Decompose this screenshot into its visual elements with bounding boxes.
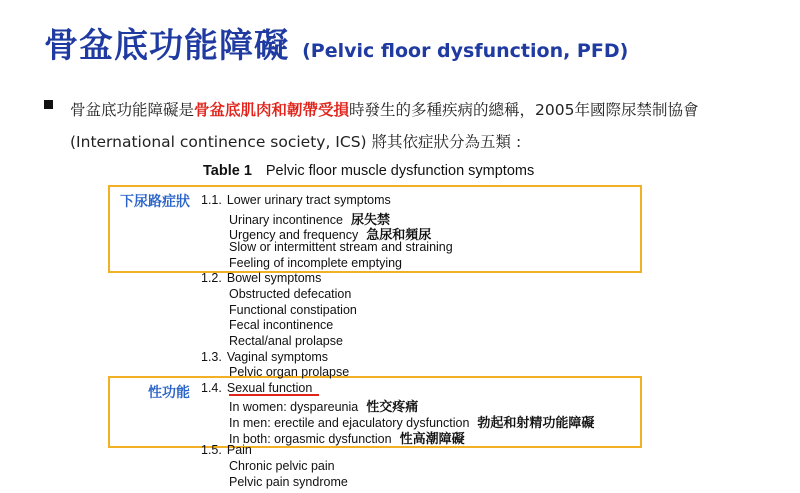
table-item (229, 334, 343, 348)
table-title (203, 163, 534, 179)
table-group-heading (201, 381, 312, 395)
group-title: Vaginal symptoms (226, 349, 329, 364)
title-english: (Pelvic floor dysfunction, PFD) (302, 40, 629, 62)
item-chinese-note: 性高潮障礙 (399, 430, 465, 446)
group-number: 1.5. (201, 443, 222, 458)
table-label: Table 1 (203, 163, 252, 179)
item-text: Chronic pelvic pain (229, 459, 335, 474)
table-item (229, 240, 453, 254)
item-text: Functional constipation (229, 302, 357, 317)
item-chinese-note: 性交疼痛 (366, 399, 419, 415)
table-item (229, 318, 333, 332)
group-number: 1.1. (201, 193, 222, 207)
item-text: Urinary incontinence (229, 212, 343, 227)
table-item (229, 475, 348, 489)
table-item (229, 256, 402, 270)
group-number: 1.2. (201, 271, 222, 286)
table-group-heading (201, 271, 321, 285)
sexual-function-label: 性功能 (148, 385, 190, 401)
group-title: Lower urinary tract symptoms (226, 193, 391, 207)
item-text: Slow or intermittent stream and straining (229, 239, 453, 254)
slide-title (44, 18, 628, 67)
table-item (229, 428, 465, 447)
item-chinese-note: 急尿和頻尿 (366, 227, 432, 243)
square-bullet-icon (44, 100, 53, 109)
item-text: Pelvic pain syndrome (229, 474, 348, 489)
lower-urinary-label: 下尿路症狀 (120, 194, 190, 210)
table-group-heading (201, 443, 252, 457)
item-text: Fecal incontinence (229, 318, 334, 333)
table-item (229, 287, 351, 301)
group-number: 1.4. (201, 380, 222, 395)
table-item (229, 459, 335, 473)
title-chinese: 骨盆底功能障礙 (44, 26, 289, 66)
item-text: Pelvic organ prolapse (229, 365, 350, 380)
item-text: Rectal/anal prolapse (229, 333, 343, 348)
item-chinese-note: 尿失禁 (350, 211, 390, 227)
item-chinese-note: 勃起和射精功能障礙 (477, 415, 595, 431)
intro-part1: 骨盆底功能障礙是 (70, 101, 195, 119)
item-text: In men: erectile and ejaculatory dysfunction (229, 416, 470, 431)
item-text: In both: orgasmic dysfunction (229, 431, 392, 446)
intro-text (70, 94, 784, 158)
group-title: Pain (226, 443, 252, 458)
item-text: Feeling of incomplete emptying (229, 255, 403, 270)
item-text: Obstructed defecation (229, 286, 352, 301)
table-group-heading (201, 193, 391, 207)
intro-highlight: 骨盆底肌肉和韌帶受損 (194, 101, 350, 119)
table-item (229, 303, 357, 317)
table-group-heading (201, 350, 328, 364)
intro-part2: 時發生的多種疾病的總稱，2005年國際尿禁制協會(International continence society, ICS) 將其依症狀分為五類 : (70, 101, 699, 151)
intro-bullet (44, 94, 784, 158)
table-caption: Pelvic floor muscle dysfunction symptoms (265, 163, 535, 179)
item-text: In women: dyspareunia (229, 400, 359, 415)
group-title: Sexual function (226, 380, 313, 395)
group-title: Bowel symptoms (226, 271, 322, 286)
group-number: 1.3. (201, 349, 222, 364)
table-item (229, 365, 349, 379)
item-text: Urgency and frequency (229, 228, 359, 243)
